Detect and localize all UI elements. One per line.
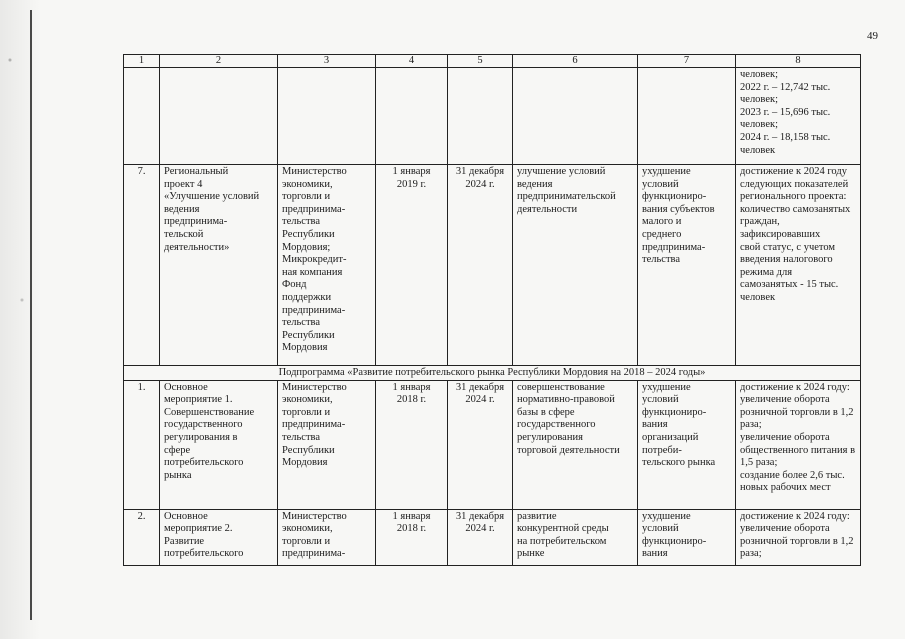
consequence-cell: ухудшение условий функциониро- вания [638,509,736,565]
consequence-cell: ухудшение условий функциониро- вания субъектов малого и среднего предпринима- тельства [638,165,736,366]
start-date-cell: 1 января 2019 г. [376,165,448,366]
row-number-cell [124,68,160,165]
indicators-cell: достижение к 2024 году: увеличение оборота розничной торговли в 1,2 раза; [736,509,861,565]
end-date-cell: 31 декабря 2024 г. [448,380,513,509]
result-cell [513,68,638,165]
row-number-cell: 1. [124,380,160,509]
column-number-row [124,55,861,68]
scan-edge-shadow [0,0,40,639]
end-date-cell: 31 декабря 2024 г. [448,509,513,565]
indicators-cell: человек; 2022 г. – 12,742 тыс. человек; 2023 г. – 15,696 тыс. человек; 2024 г. – 18,158 тыс. человек [736,68,861,165]
end-date-cell: 31 декабря 2024 г. [448,165,513,366]
name-cell: Основное мероприятие 1. Совершенствование государственного регулирования в сфере потребительского рынка [160,380,278,509]
column-header: 8 [736,55,861,68]
result-cell: улучшение условий ведения предпринимательской деятельности [513,165,638,366]
name-cell [160,68,278,165]
result-cell: развитие конкурентной среды на потребительском рынке [513,509,638,565]
result-cell: совершенствование нормативно-правовой базы в сфере государственного регулирования торговой деятельности [513,380,638,509]
program-table [123,54,861,566]
row-number-cell: 7. [124,165,160,366]
executor-cell: Министерство экономики, торговли и предпринима- [278,509,376,565]
executor-cell: Министерство экономики, торговли и предпринима- тельства Республики Мордовия [278,380,376,509]
executor-cell [278,68,376,165]
name-cell: Основное мероприятие 2. Развитие потребительского [160,509,278,565]
end-date-cell [448,68,513,165]
column-header: 1 [124,55,160,68]
subprogram-title: Подпрограмма «Развитие потребительского рынка Республики Мордовия на 2018 – 2024 годы» [124,366,861,381]
name-cell: Региональный проект 4 «Улучшение условий ведения предпринима- тельской деятельности» [160,165,278,366]
page-number: 49 [867,30,878,42]
table-row [124,68,861,165]
table-row [124,165,861,366]
consequence-cell: ухудшение условий функциониро- вания организаций потреби- тельского рынка [638,380,736,509]
executor-cell: Министерство экономики, торговли и предпринима- тельства Республики Мордовия; Микрокредит- ная компания Фонд поддержки предпринима- тельства Республики Мордовия [278,165,376,366]
table-row [124,509,861,565]
column-header: 2 [160,55,278,68]
column-header: 3 [278,55,376,68]
column-header: 7 [638,55,736,68]
indicators-cell: достижение к 2024 году: увеличение оборота розничной торговли в 1,2 раза; увеличение оборота общественного питания в 1,5 раза; создание более 2,6 тыс. новых рабочих мест [736,380,861,509]
row-number-cell: 2. [124,509,160,565]
table-row [124,380,861,509]
start-date-cell: 1 января 2018 г. [376,380,448,509]
scan-border-line [30,10,32,620]
consequence-cell [638,68,736,165]
subprogram-row [124,366,861,381]
indicators-cell: достижение к 2024 году следующих показателей регионального проекта: количество самозанятых граждан, зафиксировавших свой статус, с учетом введения налогового режима для самозанятых - 15 тыс. человек [736,165,861,366]
column-header: 6 [513,55,638,68]
column-header: 4 [376,55,448,68]
start-date-cell [376,68,448,165]
start-date-cell: 1 января 2018 г. [376,509,448,565]
column-header: 5 [448,55,513,68]
